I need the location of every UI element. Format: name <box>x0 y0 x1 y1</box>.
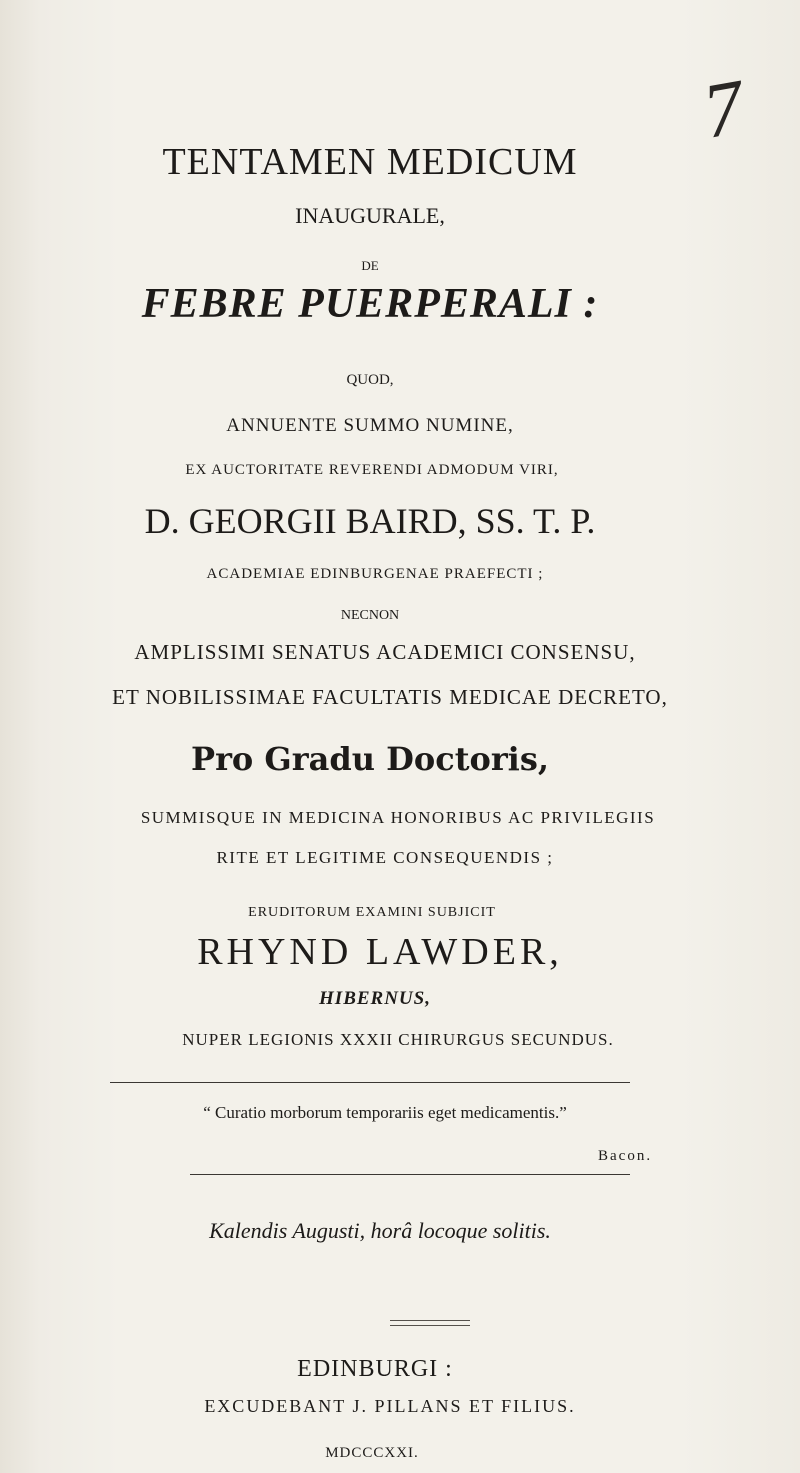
epigraph-attribution: Bacon. <box>598 1148 653 1164</box>
summisque-line: SUMMISQUE IN MEDICINA HONORIBUS AC PRIVILEGIIS <box>140 808 656 827</box>
rule-bottom <box>190 1174 630 1175</box>
academiae-line: ACADEMIAE EDINBURGENAE PRAEFECTI ; <box>206 566 544 582</box>
pro-gradu-line: Pro Gradu Doctoris, <box>191 740 549 778</box>
title-line-2: INAUGURALE, <box>295 203 445 228</box>
annuente-line: ANNUENTE SUMMO NUMINE, <box>226 415 514 436</box>
imprint-printer: EXCUDEBANT J. PILLANS ET FILIUS. <box>204 1396 576 1416</box>
epigraph-quote: “ Curatio morborum temporariis eget medicamentis.” <box>203 1103 567 1122</box>
imprint-year: MDCCCXXI. <box>325 1445 419 1461</box>
decorative-double-rule <box>390 1320 470 1326</box>
imprint-city: EDINBURGI : <box>297 1356 453 1382</box>
principal-name: D. GEORGII BAIRD, SS. T. P. <box>144 501 596 541</box>
quod-line: QUOD, <box>346 372 394 388</box>
author-name: RHYND LAWDER, <box>197 931 563 973</box>
author-origin: HIBERNUS, <box>319 988 431 1009</box>
title-line-1: TENTAMEN MEDICUM <box>162 141 578 183</box>
date-line: Kalendis Augusti, horâ locoque solitis. <box>209 1218 551 1243</box>
rite-line: RITE ET LEGITIME CONSEQUENDIS ; <box>216 848 554 867</box>
author-title: NUPER LEGIONIS XXXII CHIRURGUS SECUNDUS. <box>182 1030 614 1049</box>
title-main: FEBRE PUERPERALI : <box>141 281 599 327</box>
senatus-line: AMPLISSIMI SENATUS ACADEMICI CONSENSU, <box>134 640 636 664</box>
facultatis-line: ET NOBILISSIMAE FACULTATIS MEDICAE DECRETO, <box>112 685 668 709</box>
handwritten-page-number: 7 <box>696 62 751 155</box>
auctoritate-line: EX AUCTORITATE REVERENDI ADMODUM VIRI, <box>185 462 559 478</box>
necnon-line: NECNON <box>340 608 400 623</box>
rule-top <box>110 1082 630 1083</box>
title-de: DE <box>361 258 379 273</box>
eruditorum-line: ERUDITORUM EXAMINI SUBJICIT <box>248 905 496 920</box>
